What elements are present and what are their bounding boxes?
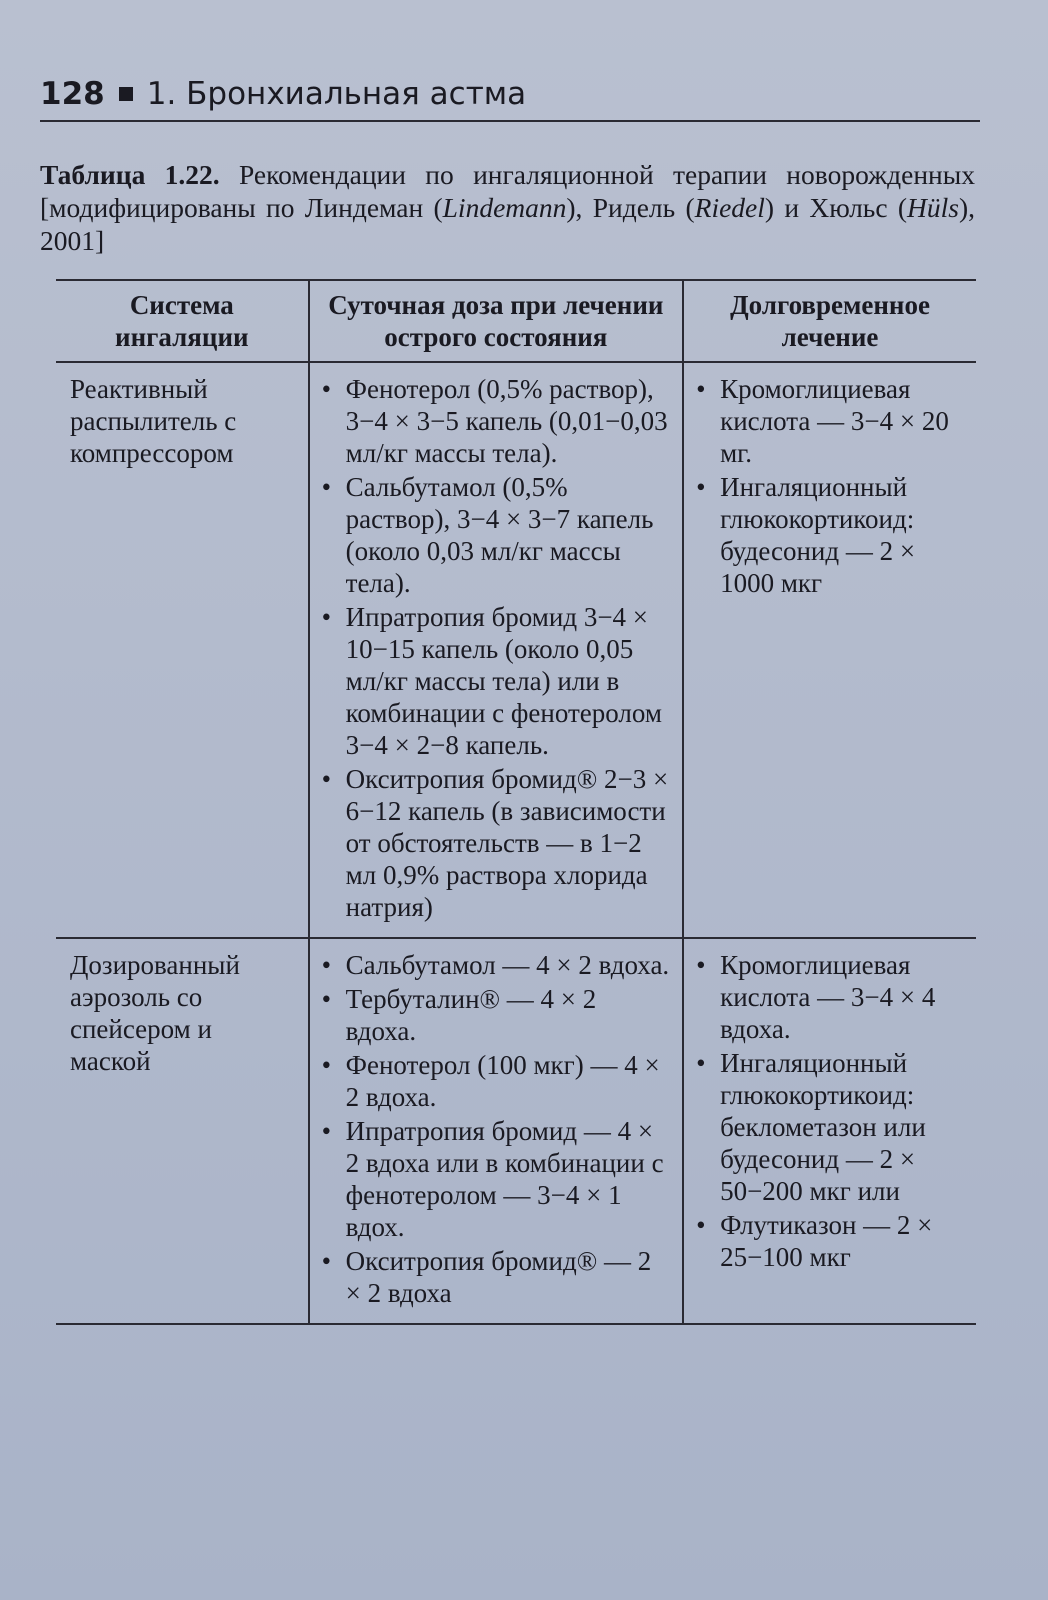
list-item: • Фенотерол (0,5% раствор), 3−4 × 3−5 капель (0,01−0,03 мл/кг массы тела).: [322, 373, 672, 469]
cell-long-term: [683, 938, 976, 1324]
caption-author: Riedel: [694, 192, 765, 223]
list-item: • Фенотерол (100 мкг) — 4 × 2 вдоха.: [322, 1049, 672, 1113]
table-header-row: [56, 280, 976, 362]
running-head: [40, 60, 980, 122]
caption-author: Hüls: [907, 192, 959, 223]
square-bullet-icon: [119, 87, 133, 101]
cell-system: Реактивный распылитель с компрессором: [56, 362, 309, 938]
acute-list: [322, 373, 672, 923]
cell-acute: [309, 362, 683, 938]
book-page: [40, 60, 990, 1325]
list-item: • Окситропия бромид® — 2 × 2 вдоха: [322, 1245, 672, 1309]
therapy-table: [56, 279, 976, 1325]
long-term-list: [696, 949, 966, 1273]
caption-label: Таблица 1.22.: [40, 159, 220, 190]
list-item: • Сальбутамол — 4 × 2 вдоха.: [322, 949, 672, 981]
caption-text: ), 2001]: [40, 192, 975, 256]
acute-list: [322, 949, 672, 1309]
column-header-long-term: Долговременное лечение: [683, 280, 976, 362]
table-row: [56, 938, 976, 1324]
caption-text: Рекомендации по ингаляционной терапии новорожденных [модифицированы по Линдеман (: [40, 159, 975, 223]
table-row: [56, 362, 976, 938]
list-item: • Окситропия бромид® 2−3 × 6−12 капель (в зависимости от обстоятельств — в 1−2 мл 0,9% раствора хлорида натрия): [322, 763, 672, 923]
list-item: • Ингаляционный глюкокортикоид: будесонид — 2 × 1000 мкг: [696, 471, 966, 599]
list-item: • Флутиказон — 2 × 25−100 мкг: [696, 1209, 966, 1273]
table-caption: [40, 158, 975, 257]
caption-author: Lindemann: [442, 192, 567, 223]
chapter-title: 1. Бронхиальная астма: [146, 76, 527, 112]
cell-long-term: [683, 362, 976, 938]
list-item: • Ингаляционный глюкокортикоид: беклометазон или будесонид — 2 × 50−200 мкг или: [696, 1047, 966, 1207]
page-number: 128: [40, 76, 105, 112]
list-item: • Кромоглициевая кислота — 3−4 × 20 мг.: [696, 373, 966, 469]
column-header-acute: Суточная доза при лечении острого состояния: [309, 280, 683, 362]
column-header-system: Система ингаляции: [56, 280, 309, 362]
long-term-list: [696, 373, 966, 599]
list-item: • Ипратропия бромид 3−4 × 10−15 капель (около 0,05 мл/кг массы тела) или в комбинации с фенотеролом 3−4 × 2−8 капель.: [322, 601, 672, 761]
caption-text: ) и Хюльс (: [764, 192, 907, 223]
list-item: • Тербуталин® — 4 × 2 вдоха.: [322, 983, 672, 1047]
cell-acute: [309, 938, 683, 1324]
list-item: • Сальбутамол (0,5% раствор), 3−4 × 3−7 капель (около 0,03 мл/кг массы тела).: [322, 471, 672, 599]
list-item: • Ипратропия бромид — 4 × 2 вдоха или в комбинации с фенотеролом — 3−4 × 1 вдох.: [322, 1115, 672, 1243]
cell-system: Дозированный аэрозоль со спейсером и маской: [56, 938, 309, 1324]
caption-text: ), Ридель (: [566, 192, 695, 223]
list-item: • Кромоглициевая кислота — 3−4 × 4 вдоха.: [696, 949, 966, 1045]
